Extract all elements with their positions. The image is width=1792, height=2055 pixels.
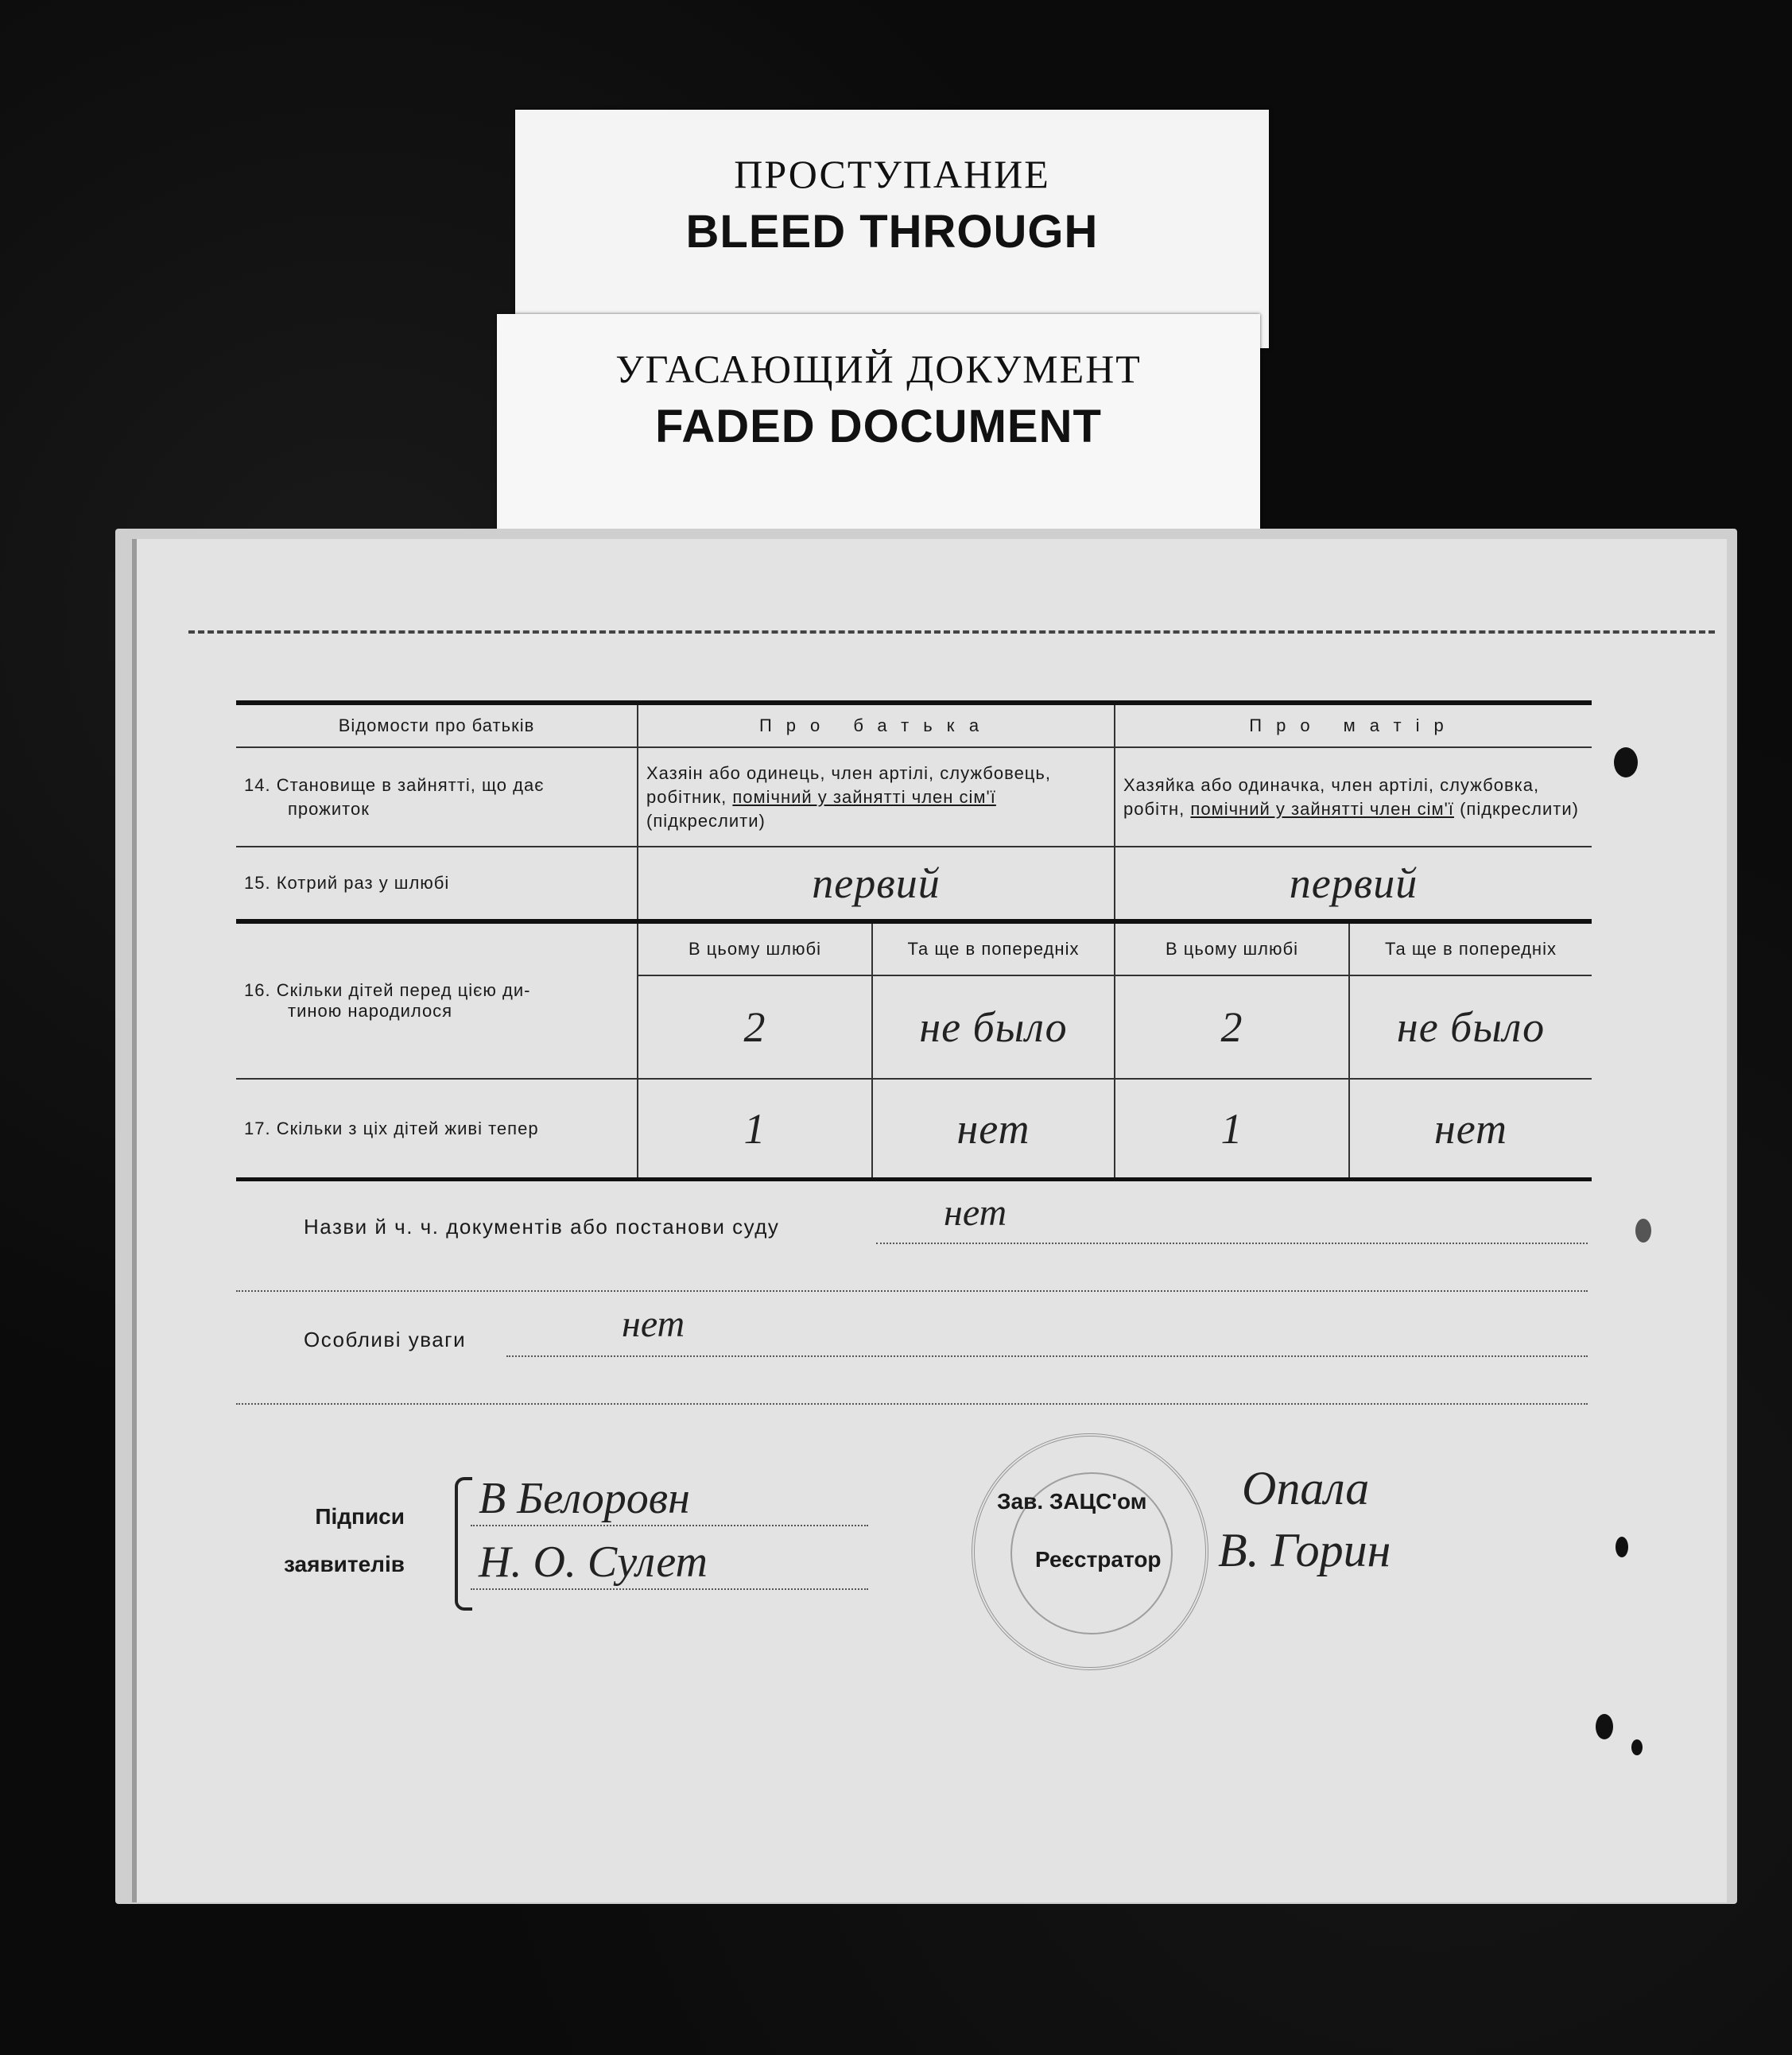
- signatures-label-line1: Підписи: [315, 1504, 405, 1529]
- row16-label-line1: 16. Скільки дітей перед цією ди-: [244, 980, 531, 1000]
- punch-hole-3: [1616, 1537, 1628, 1557]
- signatures-brace: [455, 1477, 472, 1611]
- header-mother: Про матір: [1115, 703, 1592, 747]
- documents-field-value: нет: [944, 1192, 1007, 1234]
- bleed-through-russian: ПРОСТУПАНИЕ: [734, 152, 1050, 196]
- parents-info-table: [236, 700, 1592, 1181]
- remarks-field-value: нет: [622, 1303, 685, 1345]
- row16-mother-previous: не было: [1349, 975, 1592, 1079]
- subheader-father-this: В цьому шлюбі: [638, 921, 872, 975]
- row17-father-this: 1: [638, 1079, 872, 1180]
- row16-mother-this: 2: [1115, 975, 1349, 1079]
- row14-father-note: (підкреслити): [646, 810, 766, 831]
- row17-mother-previous: нет: [1349, 1079, 1592, 1180]
- applicant-signature-1: В Белоровн: [479, 1474, 690, 1523]
- table-row-14: [236, 747, 1592, 847]
- row16-father-previous: не было: [872, 975, 1115, 1079]
- row14-label-line2: прожиток: [288, 798, 370, 819]
- row16-label-line2: тиною народилося: [288, 1001, 453, 1021]
- row14-mother: [1115, 747, 1592, 847]
- signatures-label-line2: заявителів: [284, 1552, 405, 1576]
- row15-mother-value: первий: [1115, 847, 1592, 921]
- punch-hole-5: [1631, 1739, 1643, 1755]
- signature-line-2: [471, 1588, 868, 1590]
- table-header-row: [236, 703, 1592, 747]
- remarks-field-label: Особливі уваги: [304, 1328, 467, 1351]
- row16-father-this: 2: [638, 975, 872, 1079]
- row14-father-text: Хазяін або одинець, член артілі, службовець, робітник,: [646, 762, 1051, 807]
- head-of-registry-label: Зав. ЗАЦС'ом: [997, 1489, 1147, 1514]
- row14-mother-note: (підкреслити): [1460, 798, 1579, 819]
- punch-hole-1: [1614, 747, 1638, 777]
- row15-label: 15. Котрий раз у шлюбі: [236, 847, 638, 921]
- bleed-through-english: BLEED THROUGH: [685, 206, 1099, 258]
- table-row-16-subheader: [236, 921, 1592, 975]
- applicant-signature-2: Н. О. Сулет: [479, 1537, 708, 1587]
- documents-field-label: Назви й ч. ч. документів або постанови суду: [304, 1215, 780, 1239]
- documents-field-line: [876, 1243, 1588, 1244]
- perforation-line: [188, 630, 1715, 634]
- table-row-17: [236, 1079, 1592, 1180]
- registrar-label: Реєстратор: [1035, 1547, 1162, 1572]
- signature-line-1: [471, 1525, 868, 1526]
- registrar-signature: В. Горин: [1218, 1524, 1391, 1576]
- row14-label: [236, 747, 638, 847]
- punch-hole-2: [1635, 1219, 1651, 1243]
- row17-father-previous: нет: [872, 1079, 1115, 1180]
- row14-father: [638, 747, 1115, 847]
- documents-field-line-2: [236, 1290, 1588, 1292]
- applicants-signatures-label: [284, 1493, 405, 1588]
- row14-father-underlined: помічний у зайнятті член сім'ї: [732, 786, 996, 807]
- table-row-15: [236, 847, 1592, 921]
- head-of-registry-signature: Опала: [1242, 1462, 1370, 1514]
- subheader-mother-this: В цьому шлюбі: [1115, 921, 1349, 975]
- faded-document-label-card: [497, 314, 1260, 553]
- header-father: Про батька: [638, 703, 1115, 747]
- row14-label-line1: 14. Становище в зайнятті, що дає: [244, 774, 545, 795]
- row17-mother-this: 1: [1115, 1079, 1349, 1180]
- row17-label: 17. Скільки з ціх дітей живі тепер: [236, 1079, 638, 1180]
- subheader-mother-previous: Та ще в попередніх: [1349, 921, 1592, 975]
- faded-document-english: FADED DOCUMENT: [655, 401, 1102, 452]
- bleed-through-label-card: [515, 110, 1269, 348]
- punch-hole-4: [1596, 1714, 1613, 1739]
- header-parents-info: Відомости про батьків: [236, 703, 638, 747]
- subheader-father-previous: Та ще в попередніх: [872, 921, 1115, 975]
- row15-father-value: первий: [638, 847, 1115, 921]
- faded-document-russian: УГАСАЮЩИЙ ДОКУМЕНТ: [615, 347, 1142, 391]
- remarks-field-line-2: [236, 1403, 1588, 1405]
- document-page: [137, 539, 1727, 1902]
- row14-mother-underlined: помічний у зайнятті член сім'ї: [1190, 798, 1454, 819]
- remarks-field-line: [506, 1355, 1588, 1357]
- row16-label: [236, 921, 638, 1079]
- row14-mother-text: Хазяйка або одиначка, член артілі, службовка, робітн,: [1123, 774, 1540, 819]
